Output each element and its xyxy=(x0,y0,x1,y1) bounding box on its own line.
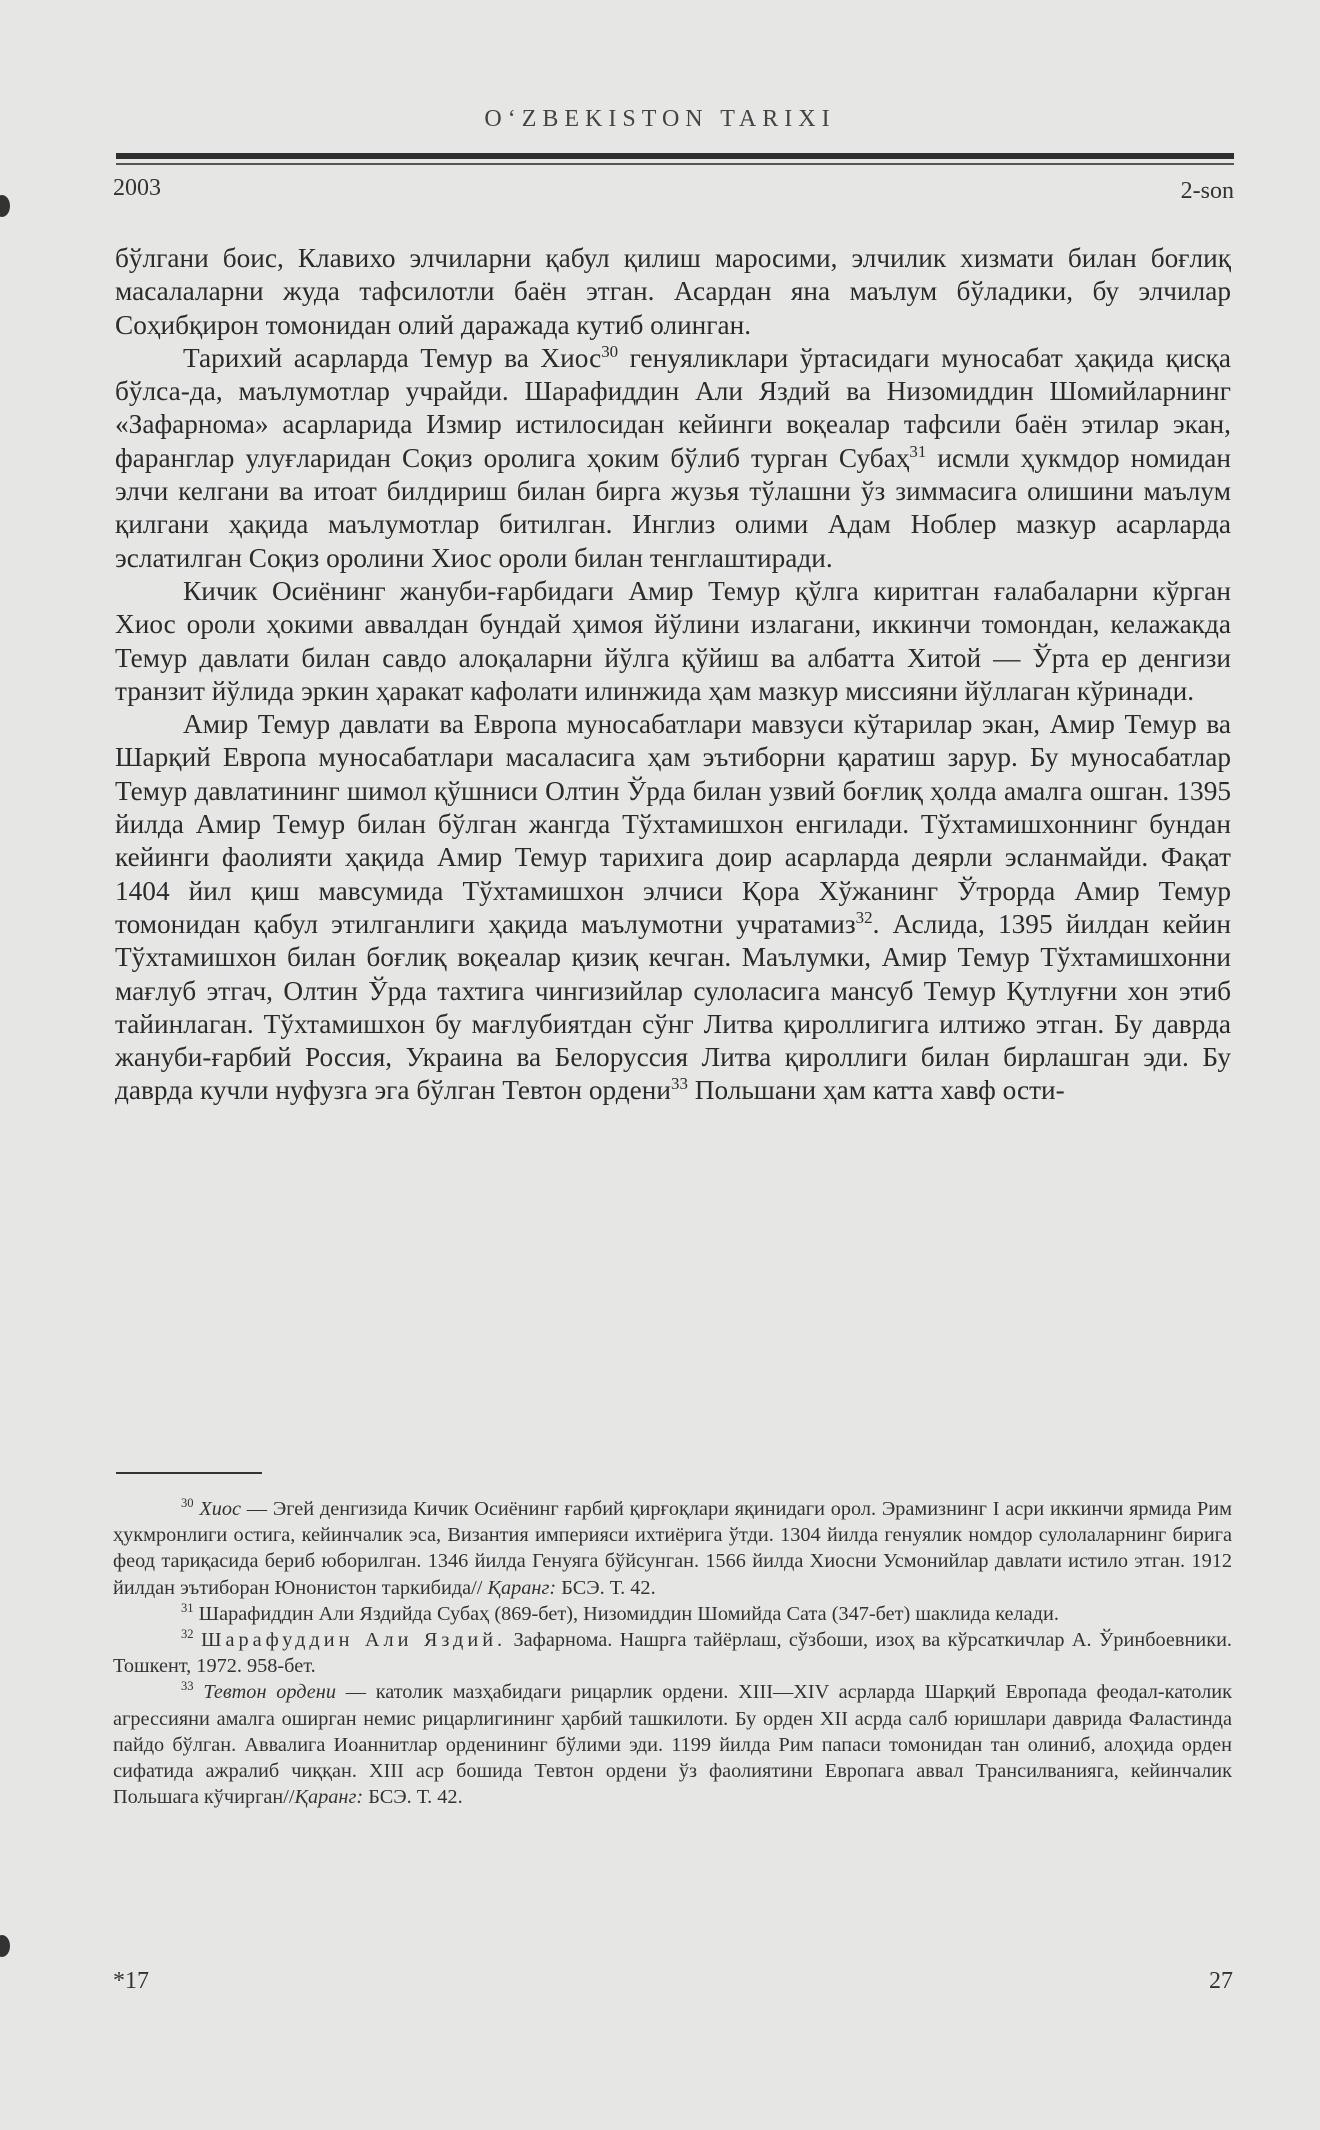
printer-signature: *17 xyxy=(113,1968,149,1994)
footnote-33 xyxy=(113,1679,1232,1810)
footnote-source: БСЭ. Т. 42. xyxy=(556,1576,656,1599)
issue-number: 2-son xyxy=(1180,178,1234,204)
footnote-text: — Эгей денгизида Кичик Осиёнинг ғарбий қирғоқлари яқинидаги орол. Эрамизнинг I асри иккинчи ярмида Рим ҳукмронлиги остига, кейинчалик эса, Византия империяси ихтиёрига ўтди. 1304 йилда генуялик номдор сулолаларнинг бирига феод тариқасида бериб юборилган. 1346 йилда Генуяга бўйсунган. 1566 йилда Хиосни Усмонийлар давлати истило этган. 1912 йилдан эътиборан Юнонистон таркибида// xyxy=(113,1498,1232,1599)
paragraph-text: . Аслида, 1395 йилдан кейин Тўхтамишхон билан боғлиқ воқеалар қизиқ кечган. Маълумки, Амир Темур Тўхтамишхонни мағлуб этгач, Олтин Ўрда тахтига чингизийлар сулоласига мансуб Темур Қутлуғни хон этиб тайинлаган. Тўхтамишхон бу мағлубиятдан сўнг Литва қироллигига илтижо этган. Бу даврда жануби-ғарбий Россия, Украина ва Белоруссия Литва қироллиги билан бирлашган эди. Бу даврда кучли нуфузга эга бўлган Тевтон ордени xyxy=(115,908,1231,1106)
footnote-number: 33 xyxy=(181,1679,194,1694)
paragraph-text: бўлгани боис, Клавихо элчиларни қабул қилиш маросими, элчилик хизмати билан боғлиқ масалаларни жуда тафсилотли баён этган. Асардан яна маълум бўладики, бу элчилар Соҳибқирон томонидан олий даражада кутиб олинган. xyxy=(115,243,1231,340)
footnote-see: Қаранг: xyxy=(294,1786,364,1809)
paragraph-text: исмли ҳукмдор номидан элчи келгани ва итоат билдириш билан бирга жузья тўлашни ўз зиммасига олишини маълум қилгани ҳақида маълумотлар битилган. Инглиз олими Адам Ноблер мазкур асарларда эслатилган Соқиз оролини Хиос ороли билан тенглаштиради. xyxy=(115,442,1231,573)
footnote-source: БСЭ. Т. 42. xyxy=(363,1786,463,1809)
footnote-number: 30 xyxy=(181,1496,194,1511)
footnote-author: Шарафуддин Али Яздий. xyxy=(200,1629,507,1652)
paragraph-text: Амир Темур давлати ва Европа муносабатлари мавзуси кўтарилар экан, Амир Темур ва Шарқий Европа муносабатлари масаласига ҳам эътиборни қаратиш зарур. Бу муносабатлар Темур давлатининг шимол қўшниси Олтин Ўрда билан узвий боғлиқ ҳолда амалга ошган. 1395 йилда Амир Темур билан бўлган жангда Тўхтамишхон енгилади. Тўхтамишхоннинг бундан кейинги фаолияти ҳақида Амир Темур тарихига доир асарларда деярли эсланмайди. Фақат 1404 йил қиш мавсумида Тўхтамишхон элчиси Қора Хўжанинг Ўтрорда Амир Темур томонидан қабул этилганлиги ҳақида маълумотни учратамиз xyxy=(115,709,1231,939)
header-rule xyxy=(116,153,1234,159)
paragraph-text: Тарихий асарларда Темур ва Хиос xyxy=(183,342,602,373)
punch-hole xyxy=(0,195,10,217)
header-rule-thin xyxy=(116,163,1234,165)
footnote-ref: 32 xyxy=(855,907,873,927)
page-number: 27 xyxy=(1209,1968,1233,1994)
footnote-text: — католик мазҳабидаги рицарлик ордени. XIII—XIV асрларда Шарқий Европада феодал-католик агрессияни амалга оширган немис рицарлигининг ҳарбий ташкилоти. Бу орден XII асрда салб юришлари даврида Фаластинда пайдо бўлган. Аввалига Иоаннитлар орденининг бўлими эди. 1199 йилда Рим папаси томонидан тан олиниб, алоҳида орден сифатида ажралиб чиққан. XIII аср бошида Тевтон ордени ўз фаолиятини Европага аввал Трансилванияга, кейинчалик Польшага кўчирган// xyxy=(113,1681,1233,1809)
paragraph xyxy=(115,242,1231,342)
journal-title: O‘ZBEKISTON TARIXI xyxy=(484,106,836,132)
footnote-ref: 31 xyxy=(909,441,927,461)
footnote-separator xyxy=(116,1472,262,1474)
article-body xyxy=(115,242,1231,1108)
footnote-31 xyxy=(113,1601,1232,1627)
footnote-32 xyxy=(113,1627,1232,1679)
paragraph-text: генуяликлари ўртасидаги муносабат ҳақида қисқа бўлса-да, маълумотлар учрайди. Шарафиддин Али Яздий ва Низомиддин Шомийларнинг «Зафарнома» асарларида Измир истилосидан кейинги воқеалар тафсили баён этилар экан, фаранглар улуғларидан Соқиз оролига ҳоким бўлиб турган Субаҳ xyxy=(115,342,1231,473)
footnote-30 xyxy=(113,1496,1232,1601)
footnote-text: Зафарнома. Нашрга тайёрлаш, сўзбоши, изоҳ ва кўрсаткичлар А. Ўринбоевники. Тошкент, 1972. 958-бет. xyxy=(113,1629,1232,1678)
footnote-ref: 33 xyxy=(671,1074,688,1094)
paragraph xyxy=(115,575,1231,708)
issue-year: 2003 xyxy=(113,175,161,201)
paragraph-text: Кичик Осиёнинг жануби-ғарбидаги Амир Темур қўлга киритган ғалабаларни кўрган Хиос ороли ҳокими аввалдан бундай ҳимоя йўлини излагани, иккинчи томондан, келажакда Темур давлати билан савдо алоқаларни йўлга қўйиш ва албатта Хитой — Ўрта ер денгизи транзит йўлида эркин ҳаракат кафолати илинжида ҳам мазкур миссияни йўллаган кўринади. xyxy=(115,575,1231,706)
paragraph-text: Польшани ҳам катта хавф ости- xyxy=(687,1075,1065,1106)
paragraph xyxy=(115,342,1231,575)
footnote-see: Қаранг: xyxy=(487,1576,557,1599)
footnotes xyxy=(113,1496,1232,1810)
paragraph xyxy=(115,708,1231,1108)
footnote-term: Тевтон ордени xyxy=(203,1681,336,1704)
punch-hole xyxy=(0,1935,10,1957)
footnote-number: 32 xyxy=(181,1627,194,1642)
footnote-number: 31 xyxy=(181,1601,194,1616)
footnote-term: Хиос xyxy=(199,1498,242,1520)
footnote-text: Шарафиддин Али Яздийда Субаҳ (869-бет), Низомиддин Шомийда Сата (347-бет) шаклида келади. xyxy=(193,1602,1059,1625)
footnote-ref: 30 xyxy=(601,341,619,361)
